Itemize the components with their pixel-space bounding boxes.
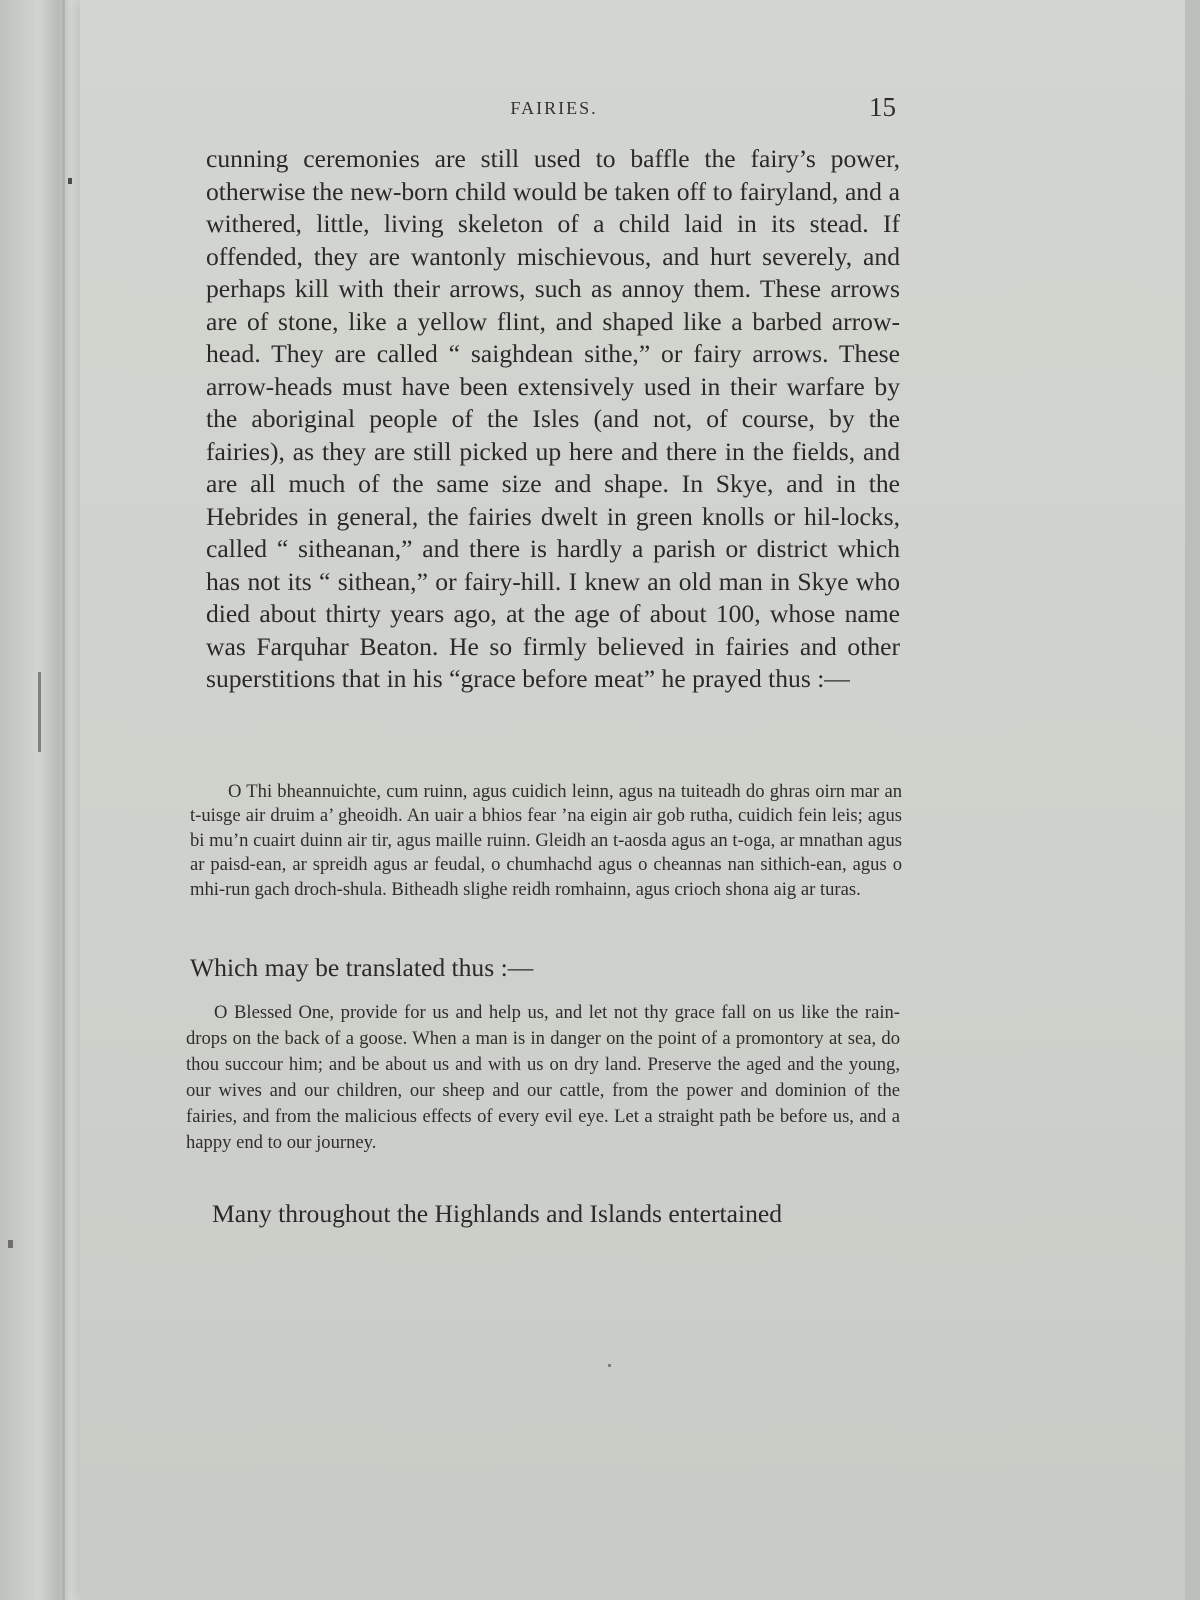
translation-intro: Which may be translated thus :— [190,953,534,982]
book-spine-crease [62,0,65,1600]
gaelic-prayer-extract: O Thi bheannuichte, cum ruinn, agus cuidich leinn, agus na tuiteadh do ghras oirn mar an t-uisge air druim a’ gheoidh. An uair a bhios fear ’na eigin air gob rutha, cuidich fein leis; agus bi mu’n cuairt duinn air tir, agus maille ruinn. Gleidh an t-aosda agus an t-oga, ar mnathan agus ar paisd-ean, ar spreidh agus ar feudal, o chumhachd agus o cheannas nan sithich-ean, agus o mhi-run gach droch-shula. Bitheadh slighe reidh romhainn, agus crioch shona aig ar turas. [190,781,902,900]
ink-speck [8,1240,13,1248]
ink-speck [68,178,72,184]
body-paragraph: cunning ceremonies are still used to baffle the fairy’s power, otherwise the new-born child would be taken off to fairyland, and a withered, little, living skeleton of a child laid in its stead. If offended, they are wantonly mischievous, and hurt severely, and perhaps kill with their arrows, such as annoy them. These arrows are of stone, like a yellow flint, and shaped like a barbed arrow-head. They are called “ saighdean sithe,” or fairy arrows. These arrow-heads must have been extensively used in their warfare by the aboriginal people of the Isles (and not, of course, by the fairies), as they are still picked up here and there in the fields, and are all much of the same size and shape. In Skye, and in the Hebrides in general, the fairies dwelt in green knolls or hil-locks, called “ sitheanan,” and there is hardly a parish or district which has not its “ sithean,” or fairy-hill. I knew an old man in Skye who died about thirty years ago, at the age of about 100, whose name was Farquhar Beaton. He so firmly believed in fairies and other superstitions that in his “grace before meat” he prayed thus :— [206,144,900,693]
page-edge [1185,0,1200,1600]
ink-speck [608,1364,611,1367]
translation-extract: O Blessed One, provide for us and help us, and let not thy grace fall on us like the rain-drops on the back of a goose. When a man is in danger on the point of a promontory at sea, do thou succour him; and be about us and with us on dry land. Preserve the aged and the young, our wives and our children, our sheep and our cattle, from the power and dominion of the fairies, and from the malicious effects of every evil eye. Let a straight path be before us, and a happy end to our journey. [186,1002,900,1153]
page-number: 15 [869,92,896,122]
page-header [212,92,896,132]
closing-line: Many throughout the Highlands and Islands entertained [212,1199,783,1228]
running-head: FAIRIES. [510,98,598,118]
page-damage-mark [38,672,41,752]
